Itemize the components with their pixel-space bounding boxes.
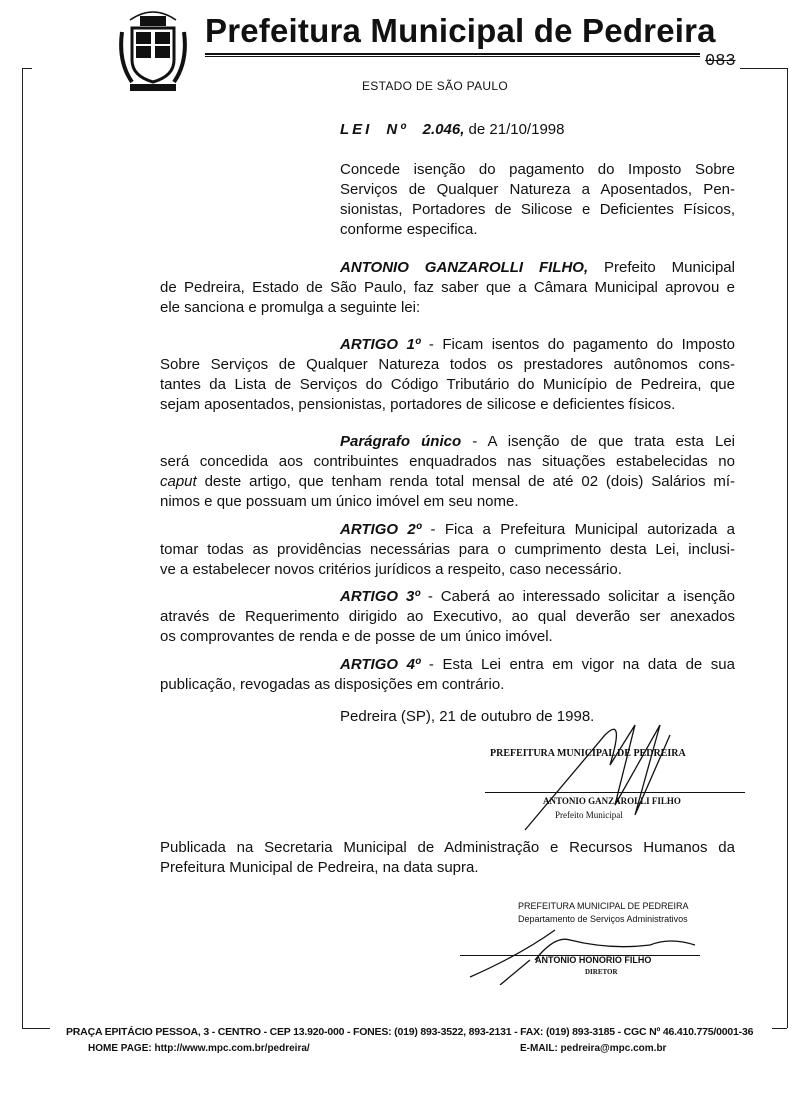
law-paragraph: [160, 587, 735, 647]
paragraph-line: [160, 432, 735, 452]
title-underline: [205, 53, 700, 57]
footer-email[interactable]: E-MAIL: pedreira@mpc.com.br: [520, 1043, 667, 1054]
handwritten-signature: [460, 915, 720, 985]
mayor-signature-block: [485, 730, 755, 830]
frame-line: [22, 68, 32, 69]
paragraph-text: será concedida aos contribuintes enquadrados nas situações estabelecidas no: [160, 453, 735, 470]
frame-line: [740, 68, 787, 69]
publication-line: Prefeitura Municipal de Pedreira, na data supra.: [160, 859, 479, 876]
paragraph-line: [160, 540, 735, 560]
law-paragraph: [160, 520, 735, 580]
law-number: 2.046,: [422, 121, 465, 138]
paragraph-text: - Esta Lei entra em vigor na data de sua: [420, 656, 735, 673]
law-paragraph: [160, 655, 735, 695]
paragraph-line: [160, 520, 735, 540]
paragraph-text: - Ficam isentos do pagamento do Imposto: [420, 336, 735, 353]
paragraph-text: tomar todas as providências necessárias para o cumprimento desta Lei, inclusi-: [160, 541, 735, 558]
summary-line: Serviços de Qualquer Natureza a Aposentados, Pen-: [340, 181, 735, 198]
footer-homepage[interactable]: HOME PAGE: http://www.mpc.com.br/pedreira/: [88, 1043, 310, 1054]
stamp-dept: Departamento de Serviços Administrativos: [518, 914, 688, 924]
stamp-org: PREFEITURA MUNICIPAL DE PEDREIRA: [518, 901, 689, 911]
publication-line: Publicada na Secretaria Municipal de Administração e Recursos Humanos da: [160, 839, 735, 856]
summary-line: conforme especifica.: [340, 221, 478, 238]
paragraph-line: [160, 587, 735, 607]
paragraph-line: [160, 355, 735, 375]
stamp-role: DIRETOR: [585, 968, 618, 976]
page-number: 083: [705, 52, 736, 71]
law-number-label: Nº: [386, 121, 409, 138]
paragraph-lead: Parágrafo único: [340, 433, 462, 450]
law-heading: [340, 121, 564, 138]
paragraph-lead: ARTIGO 1º: [340, 336, 421, 353]
footer-address: PRAÇA EPITÁCIO PESSOA, 3 - CENTRO - CEP 13.920-000 - FONES: (019) 893-3522, 893-2131 - FAX: (019) 893-3185 - CGC Nº 46.410.775/0001-36: [66, 1026, 754, 1038]
paragraph-line: [160, 627, 735, 647]
state-subtitle: ESTADO DE SÃO PAULO: [362, 79, 508, 93]
paragraph-text: publicação, revogadas as disposições em contrário.: [160, 676, 505, 693]
frame-line: [22, 1028, 50, 1029]
handwritten-signature: [485, 715, 755, 835]
paragraph-text: ele sanciona e promulga a seguinte lei:: [160, 299, 421, 316]
paragraph-text: através de Requerimento dirigido ao Executivo, ao qual deverão ser anexados: [160, 608, 735, 625]
frame-line: [787, 68, 788, 1028]
director-signature-block: [500, 895, 720, 975]
publication-note: [160, 838, 735, 878]
frame-line: [22, 68, 23, 1028]
summary-line: Concede isenção do pagamento do Imposto Sobre: [340, 161, 735, 178]
paragraph-text: de Pedreira, Estado de São Paulo, faz saber que a Câmara Municipal aprovou e: [160, 279, 735, 296]
paragraph-line: [160, 298, 735, 318]
law-label: LEI: [340, 121, 373, 138]
paragraph-text: sejam aposentados, pensionistas, portadores de silicose e deficientes físicos.: [160, 396, 676, 413]
paragraph-line: [160, 492, 735, 512]
paragraph-lead: ARTIGO 3º: [340, 588, 420, 605]
paragraph-line: [160, 675, 735, 695]
paragraph-text: - Fica a Prefeitura Municipal autorizada a: [421, 521, 735, 538]
law-summary: [340, 160, 735, 240]
paragraph-text: Sobre Serviços de Qualquer Natureza todos os prestadores autônomos cons-: [160, 356, 735, 373]
signature-role: Prefeito Municipal: [555, 810, 623, 820]
paragraph-line: [160, 258, 735, 278]
summary-line: sionistas, Portadores de Silicose e Deficientes Físicos,: [340, 201, 735, 218]
signature-name: ANTONIO GANZAROLLI FILHO: [543, 796, 681, 806]
paragraph-line: [160, 335, 735, 355]
law-paragraph: [160, 432, 735, 512]
paragraph-lead: ANTONIO GANZAROLLI FILHO,: [340, 259, 589, 276]
stamp-name: ANTONIO HONORIO FILHO: [535, 955, 652, 965]
letterhead-title: Prefeitura Municipal de Pedreira: [205, 12, 716, 49]
paragraph-text: nimos e que possuam um único imóvel em seu nome.: [160, 493, 519, 510]
paragraph-text: deste artigo, que tenham renda total mensal de até 02 (dois) Salários mí-: [196, 473, 735, 490]
paragraph-text: - Caberá ao interessado solicitar a isenção: [419, 588, 735, 605]
law-paragraph: [160, 335, 735, 415]
paragraph-lead: ARTIGO 2º: [340, 521, 422, 538]
paragraph-lead: ARTIGO 4º: [340, 656, 421, 673]
paragraph-line: [160, 560, 735, 580]
law-date: de 21/10/1998: [468, 121, 565, 138]
law-paragraph: [160, 258, 735, 318]
frame-line: [772, 1028, 787, 1029]
paragraph-line: [160, 655, 735, 675]
paragraph-line: [160, 452, 735, 472]
paragraph-line: [160, 395, 735, 415]
paragraph-text: tantes da Lista de Serviços do Código Tributário do Município de Pedreira, que: [160, 376, 735, 393]
paragraph-line: [160, 375, 735, 395]
date-line: Pedreira (SP), 21 de outubro de 1998.: [340, 708, 595, 725]
paragraph-text: Prefeito Municipal: [588, 259, 735, 276]
paragraph-line: [160, 278, 735, 298]
paragraph-text: ve a estabelecer novos critérios jurídicos a respeito, caso necessário.: [160, 561, 622, 578]
paragraph-text: os comprovantes de renda e de posse de um único imóvel.: [160, 628, 553, 645]
paragraph-line: [160, 472, 735, 492]
coat-of-arms-logo: [118, 2, 188, 94]
paragraph-line: [160, 607, 735, 627]
paragraph-text: - A isenção de que trata esta Lei: [461, 433, 735, 450]
signature-org: PREFEITURA MUNICIPAL DE PEDREIRA: [490, 748, 686, 759]
italic-term: caput: [160, 473, 197, 490]
